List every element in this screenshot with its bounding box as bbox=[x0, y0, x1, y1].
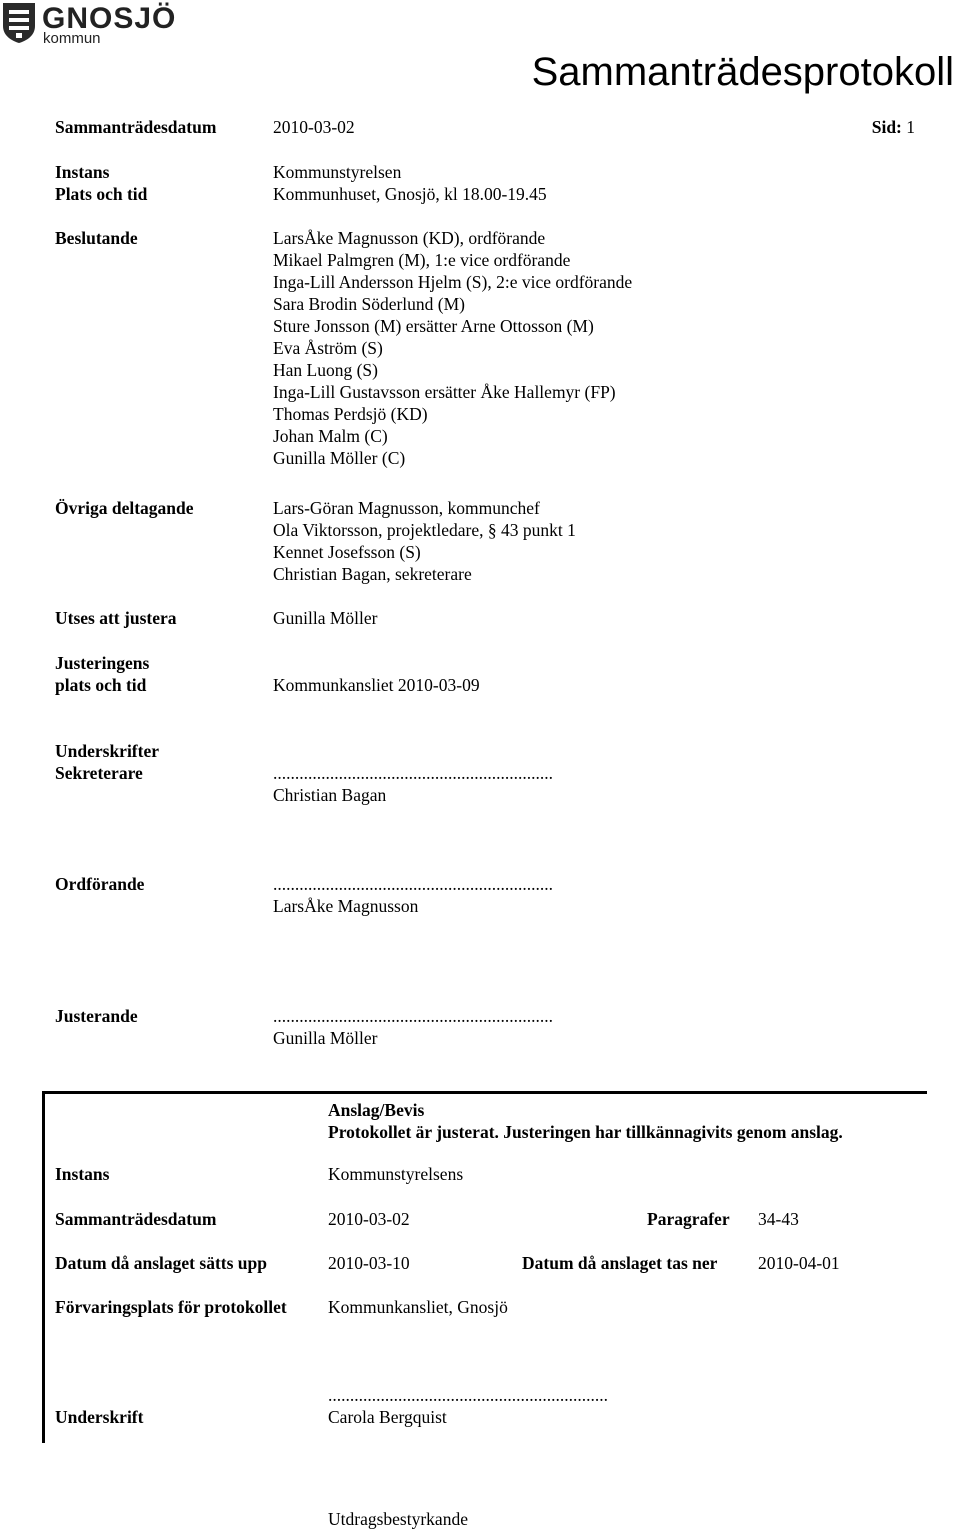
adjuster-name: Gunilla Möller bbox=[273, 1028, 378, 1048]
utses-label: Utses att justera bbox=[55, 608, 177, 628]
chair-name: LarsÅke Magnusson bbox=[273, 896, 419, 916]
meeting-date-label: Sammanträdesdatum bbox=[55, 117, 217, 137]
secretary-label: Sekreterare bbox=[55, 763, 143, 783]
secretary-name: Christian Bagan bbox=[273, 785, 387, 805]
anslag-instans-value: Kommunstyrelsens bbox=[328, 1164, 464, 1184]
justeringens-value: Kommunkansliet 2010-03-09 bbox=[273, 675, 480, 695]
removed-label: Datum då anslaget tas ner bbox=[522, 1253, 718, 1273]
place-value: Kommunhuset, Gnosjö, kl 18.00-19.45 bbox=[273, 184, 547, 204]
municipality-logo bbox=[0, 2, 177, 47]
posted-value: 2010-03-10 bbox=[328, 1253, 410, 1273]
justeringens-label-2: plats och tid bbox=[55, 675, 147, 695]
list-item: Inga-Lill Gustavsson ersätter Åke Hallemyr (FP) bbox=[273, 382, 616, 402]
list-item: Christian Bagan, sekreterare bbox=[273, 564, 472, 584]
list-item: Inga-Lill Andersson Hjelm (S), 2:e vice ordförande bbox=[273, 272, 633, 292]
anslag-statement: Protokollet är justerat. Justeringen har tillkännagivits genom anslag. bbox=[328, 1122, 843, 1142]
place-label: Plats och tid bbox=[55, 184, 148, 204]
utses-value: Gunilla Möller bbox=[273, 608, 378, 628]
adjuster-signature-line: ................................................................ bbox=[273, 1006, 553, 1026]
list-item: Kennet Josefsson (S) bbox=[273, 542, 421, 562]
paragrafer-value: 34-43 bbox=[758, 1209, 799, 1229]
page-number bbox=[872, 116, 915, 138]
removed-value: 2010-04-01 bbox=[758, 1253, 840, 1273]
justeringens-label: Justeringens bbox=[55, 653, 150, 673]
signature-line: ................................................................ bbox=[328, 1385, 608, 1405]
list-item: Lars-Göran Magnusson, kommunchef bbox=[273, 498, 540, 518]
instans-label: Instans bbox=[55, 162, 110, 182]
list-item: Thomas Perdsjö (KD) bbox=[273, 404, 428, 424]
list-item: Sture Jonsson (M) ersätter Arne Ottosson (M) bbox=[273, 316, 594, 336]
signature-name: Carola Bergquist bbox=[328, 1407, 447, 1427]
logo-sub: kommun bbox=[43, 30, 101, 47]
paragrafer-label: Paragrafer bbox=[647, 1209, 730, 1229]
secretary-signature-line: ................................................................ bbox=[273, 763, 553, 783]
anslag-date-value: 2010-03-02 bbox=[328, 1209, 410, 1229]
page-label: Sid: bbox=[871, 117, 902, 137]
beslutande-list bbox=[273, 227, 632, 469]
ovriga-label: Övriga deltagande bbox=[55, 498, 194, 518]
anslag-instans-label: Instans bbox=[55, 1164, 110, 1184]
posted-label: Datum då anslaget sätts upp bbox=[55, 1253, 267, 1273]
ovriga-list bbox=[273, 497, 576, 585]
adjuster-label: Justerande bbox=[55, 1006, 138, 1026]
coat-of-arms-icon bbox=[2, 2, 36, 44]
logo-name: GNOSJÖ bbox=[42, 2, 177, 35]
certifier-label: Utdragsbestyrkande bbox=[328, 1509, 468, 1529]
list-item: Ola Viktorsson, projektledare, § 43 punkt 1 bbox=[273, 520, 576, 540]
page-value: 1 bbox=[906, 117, 915, 137]
anslag-top-rule bbox=[42, 1091, 927, 1094]
storage-label: Förvaringsplats för protokollet bbox=[55, 1297, 287, 1317]
list-item: Eva Åström (S) bbox=[273, 338, 383, 358]
chair-label: Ordförande bbox=[55, 874, 145, 894]
list-item: LarsÅke Magnusson (KD), ordförande bbox=[273, 228, 546, 248]
signatures-heading: Underskrifter bbox=[55, 741, 160, 761]
instans-value: Kommunstyrelsen bbox=[273, 162, 402, 182]
signature-label: Underskrift bbox=[55, 1407, 144, 1427]
list-item: Han Luong (S) bbox=[273, 360, 378, 380]
storage-value: Kommunkansliet, Gnosjö bbox=[328, 1297, 508, 1317]
list-item: Mikael Palmgren (M), 1:e vice ordförande bbox=[273, 250, 571, 270]
chair-signature-line: ................................................................ bbox=[273, 874, 553, 894]
beslutande-label: Beslutande bbox=[55, 228, 138, 248]
list-item: Sara Brodin Söderlund (M) bbox=[273, 294, 465, 314]
list-item: Johan Malm (C) bbox=[273, 426, 388, 446]
meeting-date: 2010-03-02 bbox=[273, 117, 355, 137]
list-item: Gunilla Möller (C) bbox=[273, 448, 406, 468]
anslag-date-label: Sammanträdesdatum bbox=[55, 1209, 217, 1229]
anslag-heading: Anslag/Bevis bbox=[328, 1100, 425, 1120]
anslag-left-rule bbox=[42, 1091, 45, 1443]
page-title: Sammanträdesprotokoll bbox=[531, 50, 954, 94]
